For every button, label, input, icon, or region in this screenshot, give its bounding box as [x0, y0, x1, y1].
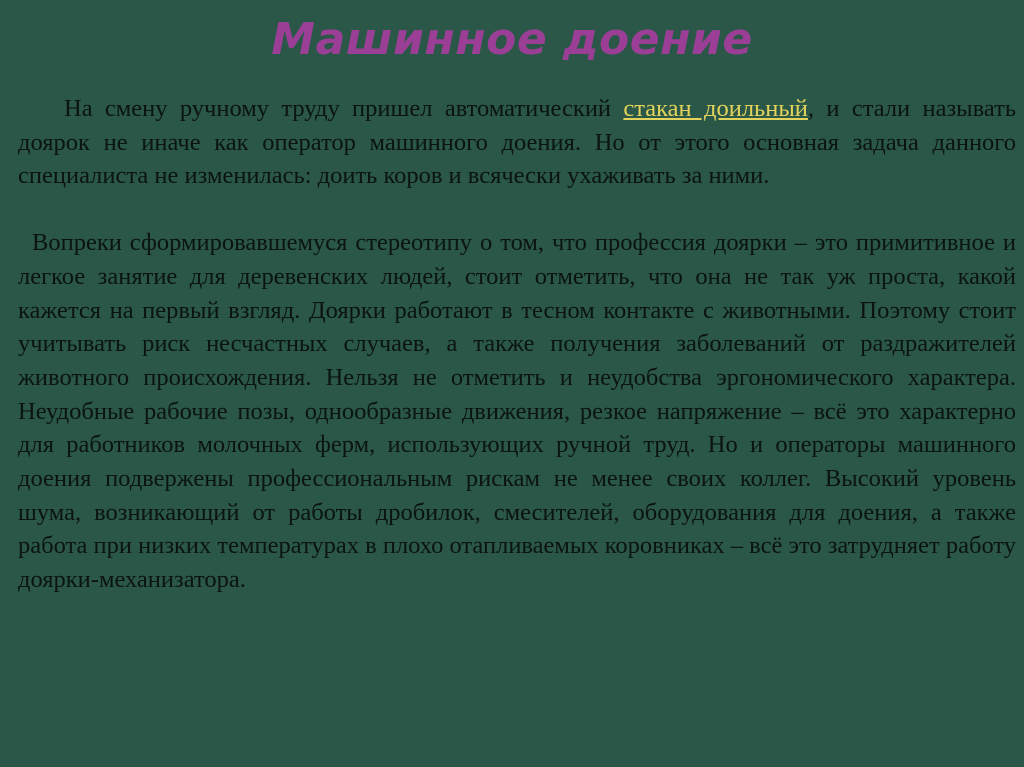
milking-cup-link[interactable]: стакан доильный	[623, 95, 808, 122]
paragraph-intro-start: На смену ручному труду пришел автоматический	[64, 95, 624, 122]
slide-body	[18, 92, 1016, 597]
paragraph-risks: Вопреки сформировавшемуся стереотипу о том, что профессия доярки – это примитивное и легкое занятие для деревенских людей, стоит отметить, что она не так уж проста, какой кажется на первый взгляд. Доярки работают в тесном контакте с животными. Поэтому стоит учитывать риск несчастных случаев, а также получения заболеваний от раздражителей животного происхождения. Нельзя не отметить и неудобства эргономического характера. Неудобные рабочие позы, однообразные движения, резкое напряжение – всё это характерно для работников молочных ферм, использующих ручной труд. Но и операторы машинного доения подвержены профессиональным рискам не менее своих коллег. Высокий уровень шума, возникающий от работы дробилок, смесителей, оборудования для доения, а также работа при низких температурах в плохо отапливаемых коровниках – всё это затрудняет работу доярки-механизатора.	[18, 229, 1016, 594]
paragraph-intro	[18, 92, 1016, 193]
paragraph-intro-end: , и стали называть доярок не иначе как оператор машинного доения. Но от этого основная задача данного специалиста не изменилась: доить коров и всячески ухаживать за ними.	[18, 95, 1016, 190]
slide-title: Машинное доение	[271, 14, 753, 65]
